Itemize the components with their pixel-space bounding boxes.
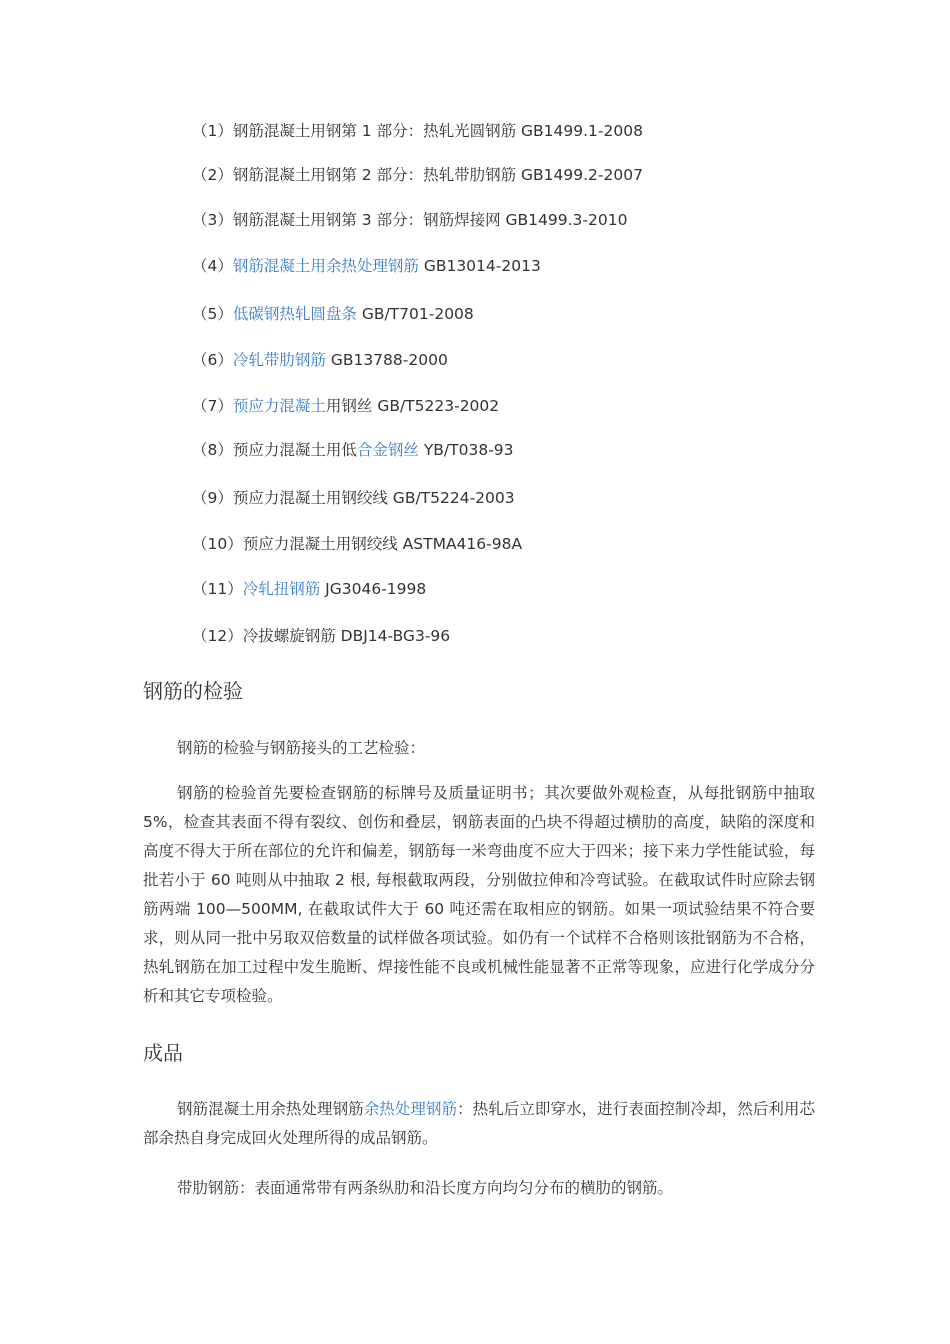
list-item: （4）钢筋混凝土用余热处理钢筋 GB13014-2013 xyxy=(192,257,541,275)
list-item: （9）预应力混凝土用钢绞线 GB/T5224-2003 xyxy=(192,489,515,507)
list-item-link[interactable]: 冷轧带肋钢筋 xyxy=(232,351,326,369)
list-item-link[interactable]: 合金钢丝 xyxy=(356,441,419,459)
list-item: （10）预应力混凝土用钢绞线 ASTMA416-98A xyxy=(192,535,523,553)
list-item-link[interactable]: 冷轧扭钢筋 xyxy=(242,580,321,598)
paragraph-inspection-intro: 钢筋的检验与钢筋接头的工艺检验： xyxy=(177,739,426,757)
list-item: （1）钢筋混凝土用钢第 1 部分：热轧光圆钢筋 GB1499.1-2008 xyxy=(192,122,643,140)
list-item: （11）冷轧扭钢筋 JG3046-1998 xyxy=(192,580,427,598)
paragraph-product-1: 钢筋混凝土用余热处理钢筋余热处理钢筋：热轧后立即穿水，进行表面控制冷却，然后利用芯部余热自身完成回火处理所得的成品钢筋。 xyxy=(143,1100,815,1147)
section-heading-product: 成品 xyxy=(143,1041,183,1065)
list-item: （8）预应力混凝土用低合金钢丝 YB/T038-93 xyxy=(192,441,514,459)
list-item-link[interactable]: 预应力混凝土 xyxy=(232,397,326,415)
section-heading-inspection: 钢筋的检验 xyxy=(143,679,243,703)
paragraph-product-2: 带肋钢筋：表面通常带有两条纵肋和沿长度方向均匀分布的横肋的钢筋。 xyxy=(177,1179,674,1197)
list-item: （7）预应力混凝土用钢丝 GB/T5223-2002 xyxy=(192,397,500,415)
paragraph-link[interactable]: 余热处理钢筋 xyxy=(363,1100,458,1118)
list-item: （12）冷拔螺旋钢筋 DBJ14-BG3-96 xyxy=(192,627,451,645)
list-item: （3）钢筋混凝土用钢第 3 部分：钢筋焊接网 GB1499.3-2010 xyxy=(192,211,628,229)
list-item-link[interactable]: 钢筋混凝土用余热处理钢筋 xyxy=(232,257,419,275)
paragraph-inspection-body: 钢筋的检验首先要检查钢筋的标牌号及质量证明书；其次要做外观检查，从每批钢筋中抽取 5%，检查其表面不得有裂纹、创伤和叠层，钢筋表面的凸块不得超过横肋的高度，缺陷的深度和高度不得大于所在部位的允许和偏差，钢筋每一米弯曲度不应大于四米；接下来力学性能试验，每批若小于 60 吨则从中抽取 2 根, 每根截取两段，分别做拉伸和冷弯试验。在截取试件时应除去钢筋两端 100—500MM, 在截取试件大于 60 吨还需在取相应的钢筋。如果一项试验结果不符合要求，则从同一批中另取双倍数量的试样做各项试验。如仍有一个试样不合格则该批钢筋为不合格，热轧钢筋在加工过程中发生脆断、焊接性能不良或机械性能显著不正常等现象，应进行化学成分分析和其它专项检验。 xyxy=(143,784,815,1005)
list-item-link[interactable]: 低碳钢热轧圆盘条 xyxy=(232,305,357,323)
list-item: （2）钢筋混凝土用钢第 2 部分：热轧带肋钢筋 GB1499.2-2007 xyxy=(192,166,643,184)
list-item: （6）冷轧带肋钢筋 GB13788-2000 xyxy=(192,351,448,369)
list-item: （5）低碳钢热轧圆盘条 GB/T701-2008 xyxy=(192,305,474,323)
